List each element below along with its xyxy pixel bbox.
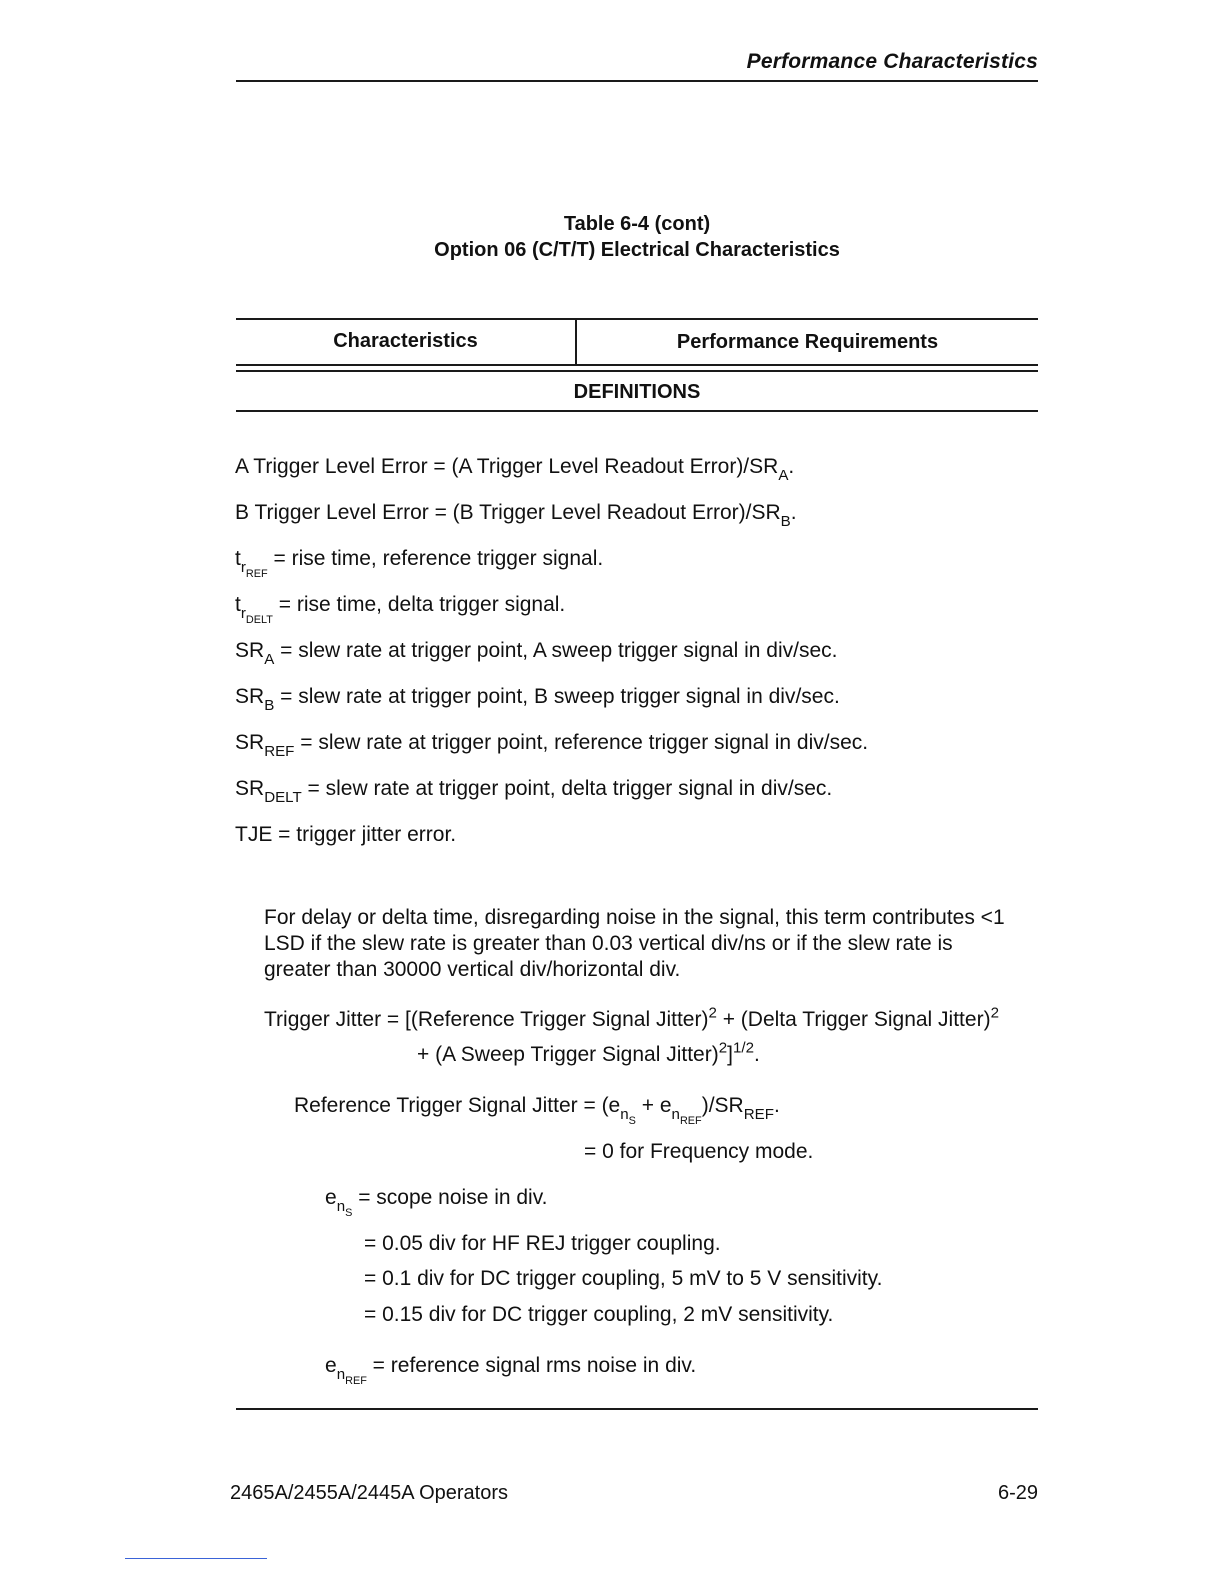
section-label-definitions: DEFINITIONS: [573, 381, 701, 403]
definitions-rule: [236, 410, 1038, 412]
table-subtitle: Option 06 (C/T/T) Electrical Characteristics: [434, 239, 840, 261]
footer-manual-title: 2465A/2455A/2445A Operators: [230, 1482, 508, 1504]
definition-rise-time-reference: $t_{r_{REF}}$ = rise time, reference trigger signal.: [235, 547, 604, 580]
definition-a-trigger-level-error: A Trigger Level Error = (A Trigger Level Readout $Error)/SR_A$.: [235, 455, 795, 484]
slew-rate-paragraph: For delay or delta time, disregarding noise in the signal, this term contributes <1 LSD if the slew rate is greater than 0.03 vertical div/ns or if the slew rate is greater than 30000 vertical div/horizontal div.: [264, 906, 1005, 981]
table-header-rule-1: [236, 364, 1038, 366]
page-header-title: Performance Characteristics: [746, 50, 1038, 73]
table-header-rule-2: [236, 370, 1038, 372]
definition-slew-rate-a: $SR_A$ = slew rate at trigger point, A sweep trigger signal in div/sec.: [235, 639, 838, 668]
definition-slew-rate-ref: $SR_{REF}$ = slew rate at trigger point, reference trigger signal in div/sec.: [235, 731, 869, 760]
scope-noise-hf-rej: = 0.05 div for HF REJ trigger coupling.: [364, 1232, 721, 1255]
table-bottom-rule: [236, 1408, 1038, 1410]
column-header-performance-requirements: Performance Requirements: [676, 331, 939, 353]
definition-rise-time-delta: $t_{r_{DELT}}$ = rise time, delta trigger signal.: [235, 593, 566, 626]
definition-tje: TJE = trigger jitter error.: [235, 823, 457, 846]
scope-noise-definition: $e_{n_S}$ = scope noise in div.: [325, 1186, 548, 1219]
reference-trigger-jitter-frequency-mode: = 0 for Frequency mode.: [584, 1140, 814, 1163]
bottom-edge-line: [125, 1558, 267, 1559]
trigger-jitter-formula-line1: Trigger Jitter = [(Reference Trigger Signal Jitter)$^2$ + (Delta Trigger Signal Jitter)$^2$: [264, 1004, 999, 1031]
reference-signal-noise-definition: $e_{n_{REF}}$ = reference signal rms noise in div.: [325, 1354, 697, 1387]
definition-b-trigger-level-error: B Trigger Level Error = (B Trigger Level Readout $Error)/SR_B$.: [235, 501, 797, 530]
reference-trigger-jitter-formula: Reference Trigger Signal Jitter = $(e_{n_S} + e_{n_{REF}})/SR_{REF}$.: [294, 1094, 780, 1127]
footer-page-number: 6-29: [997, 1482, 1038, 1504]
header-rule: [236, 80, 1038, 82]
definition-slew-rate-delt: $SR_{DELT}$ = slew rate at trigger point, delta trigger signal in div/sec.: [235, 777, 833, 806]
scope-noise-dc-5mv: = 0.1 div for DC trigger coupling, 5 mV to 5 V sensitivity.: [364, 1267, 883, 1290]
trigger-jitter-formula-line2: + (A Sweep Trigger Signal Jitter)$^2$]$^{1/2}$.: [417, 1039, 760, 1066]
table-top-rule: [236, 318, 1038, 320]
scope-noise-dc-2mv: = 0.15 div for DC trigger coupling, 2 mV sensitivity.: [364, 1303, 834, 1326]
column-header-characteristics: Characteristics: [333, 330, 478, 352]
definition-slew-rate-b: $SR_B$ = slew rate at trigger point, B sweep trigger signal in div/sec.: [235, 685, 840, 714]
table-title: Table 6-4 (cont): [563, 213, 711, 235]
